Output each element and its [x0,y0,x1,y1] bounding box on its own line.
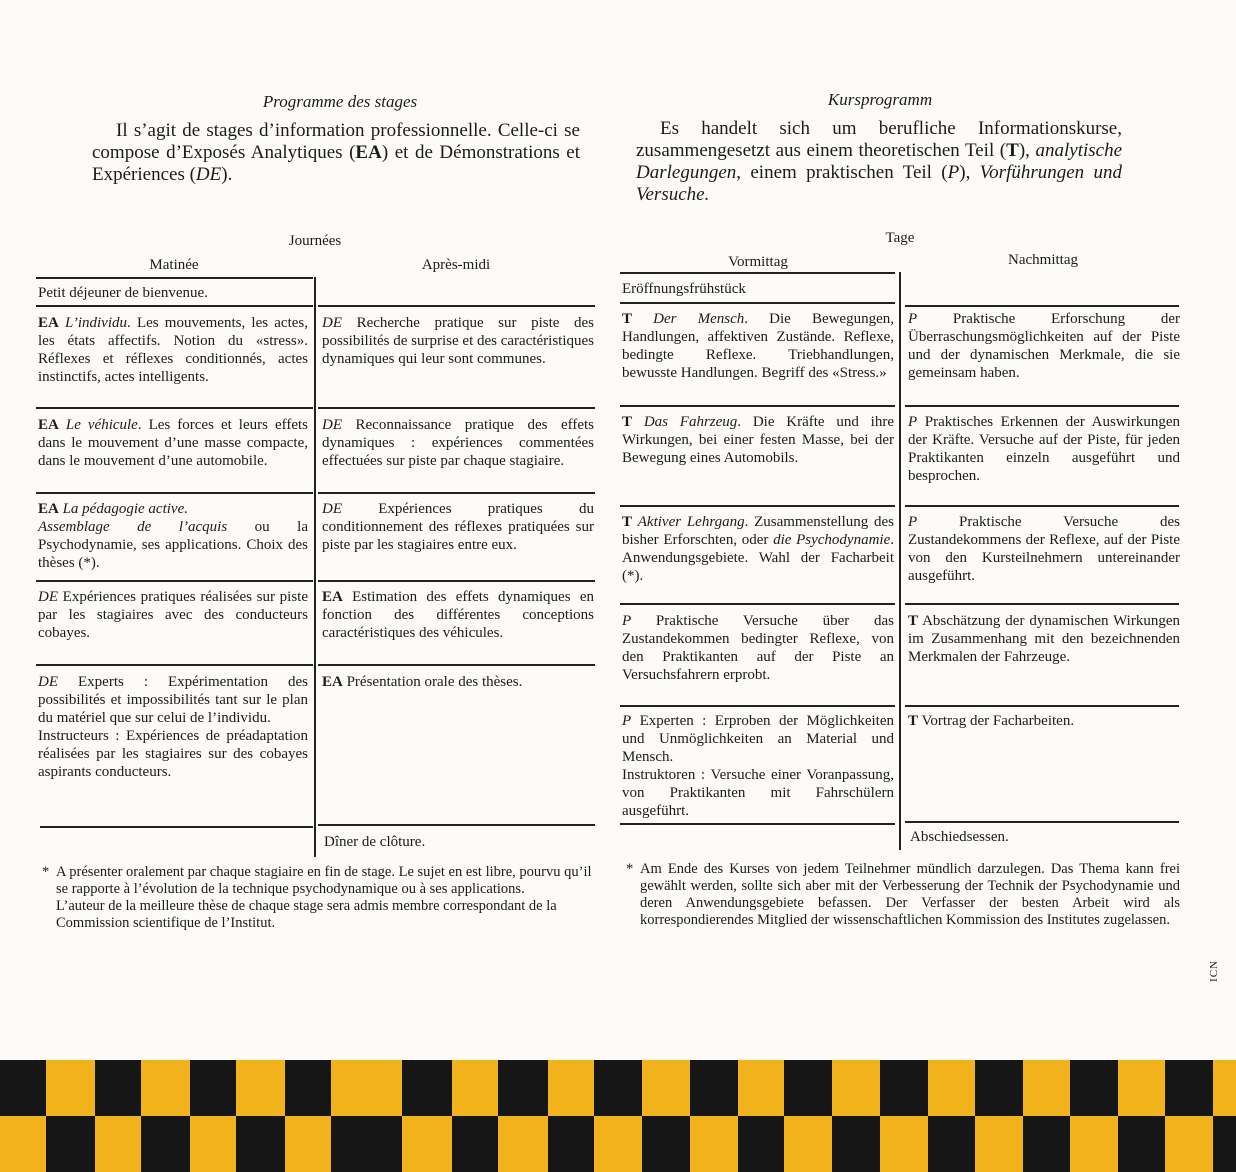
de-morning-cell [622,280,894,298]
row-rule [318,492,595,494]
row-rule [905,705,1179,707]
text-run: EA [38,315,59,331]
fr-afternoon-cell [322,314,594,368]
checker-square [1118,1116,1165,1172]
checker-square [141,1116,190,1172]
fr-col-morning: Matinée [149,257,199,273]
text-run: . Die Bewegungen, Handlungen, affektiven Zustände. Reflexe, bedingte Reflexe. Triebhandlungen, bewusste Handlungen. Begriff des «Stress.» [622,311,894,381]
checker-square [285,1060,331,1116]
text-run: Praktisches Erkennen der Auswirkungen der Kräfte. Versuche auf der Piste, für jeden Praktikanten einzeln ausgeführt und besprochen. [908,414,1180,484]
text-run: . Zusammenstellung des bisher Erforschten, oder [622,514,894,548]
text-run: Praktische Versuche über das Zustandekommen bedingter Reflexe, von den Praktikanten auf der Piste an Versuchsfahrern erprobt. [622,613,894,683]
checker-square [642,1116,690,1172]
fr-afternoon-cell [322,500,594,554]
text-run: Assemblage de l’acquis [38,519,228,535]
fr-morning-cell [38,588,308,642]
text-run: T [1006,140,1019,161]
text-run: Das Fahrzeug [643,414,738,430]
de-morning-cell [622,413,894,467]
row-rule [620,405,895,407]
text-run: Experts : Expérimentation des possibilités et impossibilités tant sur le plan du matériel que sur celui de l’individu. [38,674,308,726]
text-run: EA [322,589,343,605]
row-rule [905,821,1179,823]
side-mark: ICN [1208,960,1220,982]
de-title: Kursprogramm [827,90,933,109]
checker-square [880,1060,928,1116]
checker-square [1070,1060,1118,1116]
de-morning-cell [622,612,894,684]
text-run: T [908,613,919,629]
de-afternoon-cell [908,310,1180,382]
text-run: Abschätzung der dynamischen Wirkungen im Zusammenhang mit den bezeichnenden Merkmalen der Fahrzeuge. [908,613,1180,665]
de-afternoon-cell [908,413,1180,485]
text-run: Expériences pratiques du conditionnement des réflexes pratiquées sur piste par les stagiaires entre eux. [322,501,594,553]
text-run: ou la Psychodynamie, ses applications. Choix des thèses (*). [38,519,308,571]
fr-morning-cell [38,416,308,470]
row-rule [318,824,595,826]
de-footnote-marker: * [626,861,634,877]
row-rule [318,305,595,307]
fr-footnote-p2: L’auteur de la meilleure thèse de chaque stage sera admis membre correspondant de la Commission scientifique de l’Institut. [56,898,557,931]
text-run: Instructeurs : Expériences de préadaptation réalisées par les stagiaires sur des cobayes aspirants conducteurs. [38,728,308,780]
text-run: Petit déjeuner de bienvenue. [38,285,208,301]
checker-square [975,1060,1023,1116]
fr-intro [92,120,580,186]
text-run: Der Mensch [653,311,745,327]
text-run: . Die Kräfte und ihre Wirkungen, bei einer festen Masse, bei der Bewegung eines Automobils. [622,414,894,466]
text-run: T [622,311,633,327]
text-run: Reconnaissance pratique des effets dynamiques : expériences commentées effectuées sur piste par chaque stagiaire. [322,417,594,469]
row-rule [318,664,595,666]
text-run: EA [38,501,59,517]
checker-square [784,1060,832,1116]
text-run: DE [322,501,342,517]
checker-square [331,1116,402,1172]
text-run: L’individu [65,315,127,331]
row-rule [905,505,1179,507]
text-run: P [908,311,918,327]
text-run: EA [322,674,343,690]
fr-afternoon-cell [322,673,594,691]
text-run: P [622,713,632,729]
text-run: P [908,414,918,430]
text-run: Praktische Versuche des Zustandekommens der Reflexe, auf der Piste von den Kursteilnehmern untereinander ausgeführt. [908,514,1180,584]
fr-title: Programme des stages [262,92,418,111]
text-run [59,417,66,433]
fr-morning-cell [38,284,308,302]
checker-square [738,1116,784,1172]
de-morning-cell [622,712,894,820]
text-run: Dîner de clôture. [324,834,426,850]
row-rule [318,407,595,409]
checker-square [594,1060,642,1116]
text-run: ), [1018,140,1036,161]
text-run: DE [195,164,222,185]
text-run [632,311,653,327]
text-run: , einem praktischen Teil ( [736,162,948,183]
checker-square [402,1060,452,1116]
fr-morning-cell [38,500,308,572]
de-afternoon-cell [910,828,1178,846]
fr-footnote [42,864,594,932]
checker-square [190,1060,236,1116]
text-run: Aktiver Lehrgang [637,514,745,530]
fr-header-rule [36,277,313,279]
text-run: analytische Darlegungen [636,140,1123,183]
checker-square [1023,1116,1070,1172]
checker-square [452,1116,498,1172]
text-run: La pédagogie active. [62,501,188,517]
de-header-rule [620,272,895,274]
fr-morning-cell [38,673,308,781]
fr-col-afternoon: Après-midi [421,257,491,273]
text-run: Es handelt sich um berufliche Informationskurse, zusammengesetzt aus einem theoretischen Teil ( [636,118,1122,161]
text-run: Praktische Erforschung der Überraschungsmöglichkeiten auf der Piste und der dynamischen Merkmale, die sie gemeinsam haben. [908,311,1180,381]
text-run: EA [38,417,59,433]
text-run: Vortrag der Facharbeiten. [918,713,1075,729]
de-intro [636,118,1122,206]
row-rule [318,580,595,582]
text-run: Estimation des effets dynamiques en fonction des différentes conceptions caractéristiques des véhicules. [322,589,594,641]
checkerboard-band [0,1060,1236,1172]
fr-days-label: Journées [288,233,342,249]
text-run: ), [959,162,980,183]
text-run: T [908,713,919,729]
fr-afternoon-cell [322,588,594,642]
row-rule [620,705,895,707]
de-column-divider [899,272,901,850]
text-run: P [908,514,918,530]
text-run: DE [322,417,342,433]
row-rule [36,492,313,494]
text-run: DE [322,315,342,331]
fr-morning-cell [38,314,308,386]
text-run: ). [221,164,233,185]
text-run: Eröffnungsfrühstück [622,281,746,297]
text-run: . Les mouvements, les actes, les états affectifs. Notion du «stress». Réflexes et réflexes conditionnés, actes instinctifs, actes intelligents. [38,315,308,385]
text-run: Recherche pratique sur piste des possibilités de surprise et des caractéristiques dynamiques qui leur sont communes. [322,315,595,367]
fr-column-divider [314,277,316,857]
de-morning-cell [622,513,894,585]
text-run: Vorführungen und Versuche. [636,162,1123,205]
de-col-afternoon: Nachmittag [1008,252,1078,268]
de-morning-cell [622,310,894,382]
checker-square [95,1060,141,1116]
checker-square [832,1116,880,1172]
row-rule [620,302,895,304]
de-footnote [626,861,1180,929]
text-run: Expériences pratiques réalisées sur piste par les stagiaires avec des conducteurs cobayes. [38,589,308,641]
text-run: EA [355,142,382,163]
row-rule [36,580,313,582]
text-run: ) et de Démonstrations et Expériences ( [92,142,580,185]
checker-square [46,1116,95,1172]
checker-square [548,1116,594,1172]
text-run: Instruktoren : Versuche einer Voranpassung, von Praktikanten mit Fahrschülern ausgeführt. [622,767,894,819]
row-rule [905,305,1179,307]
text-run: P [947,162,960,183]
de-col-morning: Vormittag [728,254,788,270]
row-rule [905,405,1179,407]
text-run: Présentation orale des thèses. [342,674,523,690]
text-run: Il s’agit de stages d’information professionnelle. Celle-ci se compose d’Exposés Analytiques ( [92,120,580,163]
text-run: T [622,414,633,430]
checker-square [1213,1116,1236,1172]
text-run: Le véhicule [65,417,138,433]
de-afternoon-cell [908,712,1180,730]
de-days-label: Tage [885,230,915,246]
de-afternoon-cell [908,612,1180,666]
text-run: T [622,514,633,530]
fr-footnote-p1: A présenter oralement par chaque stagiaire en fin de stage. Le sujet en est libre, pourvu qu’il se rapporte à l’évolution de la technique psychodynamique ou à ses applications. [56,864,592,897]
fr-afternoon-cell [322,416,594,470]
row-rule [40,826,313,828]
row-rule [36,305,313,307]
checker-square [690,1060,738,1116]
row-rule [620,603,895,605]
row-rule [36,407,313,409]
checker-square [498,1060,548,1116]
text-run: Abschiedsessen. [910,829,1009,845]
text-run: die Psychodynamie [773,532,891,548]
text-run [632,414,644,430]
de-footnote-p1: Am Ende des Kurses von jedem Teilnehmer mündlich darzulegen. Das Thema kann frei gewählt werden, sollte sich aber mit der Verbesserung der Technik der Psychodynamie und deren Anwendungsgebiete befassen. Der Verfasser der besten Arbeit wird als korrespondierendes Mitglied der wissenschaftlichen Kommission des Institutes zugelassen. [640,861,1180,928]
fr-footnote-marker: * [42,864,50,880]
row-rule [620,505,895,507]
fr-afternoon-cell [324,833,592,851]
text-run: . Les forces et leurs effets dans le mouvement d’une masse compacte, dans le mouvement d’une automobile. [38,417,308,469]
de-afternoon-cell [908,513,1180,585]
text-run: DE [38,589,58,605]
checker-square [1165,1060,1213,1116]
row-rule [905,603,1179,605]
row-rule [620,823,895,825]
text-run: DE [38,674,58,690]
text-run: Experten : Erproben der Möglichkeiten und Unmöglichkeiten an Material und Mensch. [622,713,894,765]
checker-square [928,1116,975,1172]
text-run: . Anwendungsgebiete. Wahl der Facharbeit (*). [622,532,894,584]
row-rule [36,664,313,666]
text-run: P [622,613,632,629]
checker-square [236,1116,285,1172]
checker-square [0,1060,46,1116]
